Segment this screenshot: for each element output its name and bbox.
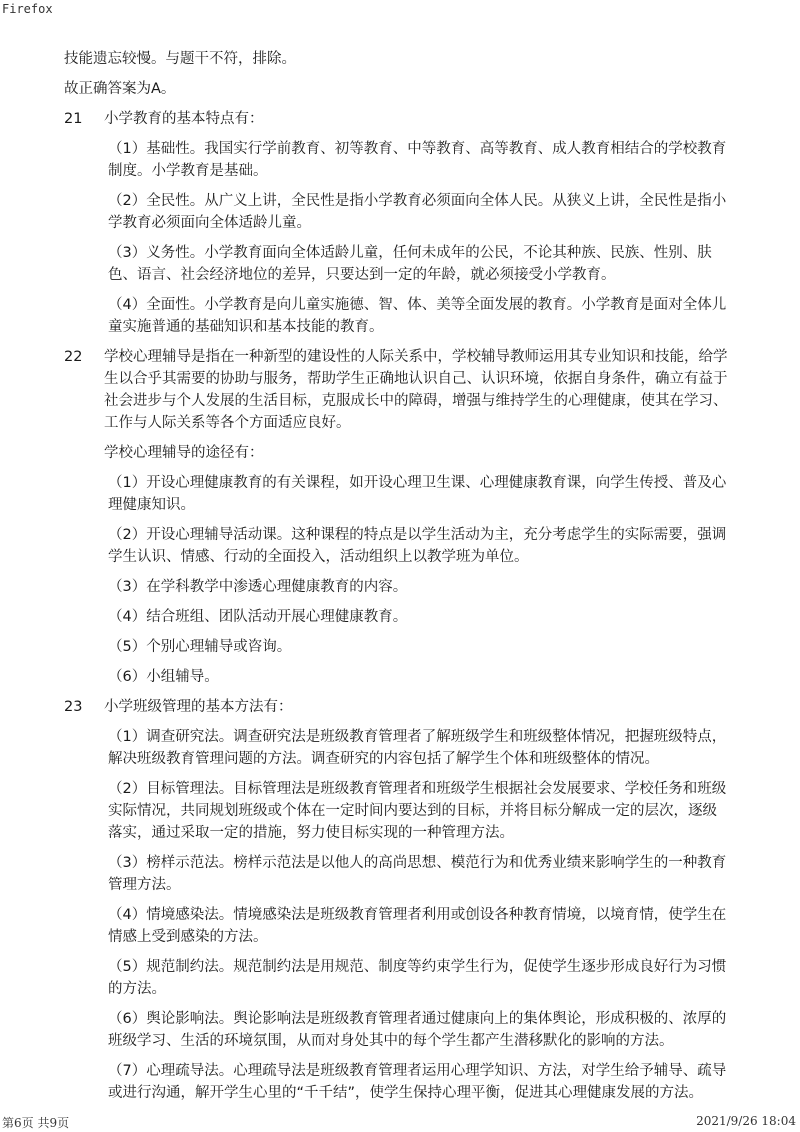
question-number: 21	[64, 111, 83, 127]
q22-item-3: （3）在学科教学中渗透心理健康教育的内容。	[108, 579, 408, 595]
q21-item-1: （1）基础性。我国实行学前教育、初等教育、中等教育、高等教育、成人教育相结合的学校教育制度。小学教育是基础。	[108, 141, 727, 179]
page-counter: 第6页 共9页	[2, 1116, 70, 1130]
print-datetime: 2021/9/26 18:04	[696, 1114, 796, 1128]
document-body	[64, 48, 728, 1112]
intro-line-1: 技能遗忘较慢。与题干不符，排除。	[64, 51, 296, 67]
intro-line-2: 故正确答案为A。	[64, 81, 176, 97]
question-number: 22	[64, 349, 83, 365]
q23-item-7: （7）心理疏导法。心理疏导法是班级教育管理者运用心理学知识、方法，对学生给予辅导、疏导或进行沟通，解开学生心里的“千千结”，使学生保持心理平衡，促进其心理健康发展的方法。	[108, 1063, 727, 1101]
question-title: 小学教育的基本特点有：	[104, 111, 264, 127]
browser-title: Firefox	[2, 2, 53, 16]
q22-item-4: （4）结合班组、团队活动开展心理健康教育。	[108, 609, 408, 625]
q22-item-1: （1）开设心理健康教育的有关课程，如开设心理卫生课、心理健康教育课，向学生传授、普及心理健康知识。	[108, 475, 727, 513]
q22-item-5: （5）个别心理辅导或咨询。	[108, 639, 292, 655]
q23-item-1: （1）调查研究法。调查研究法是班级教育管理者了解班级学生和班级整体情况，把握班级特点，解决班级教育管理问题的方法。调查研究的内容包括了解学生个体和班级整体的情况。	[108, 729, 727, 767]
question-21-heading	[64, 108, 728, 130]
q22-item-2: （2）开设心理辅导活动课。这种课程的特点是以学生活动为主，充分考虑学生的实际需要，强调学生认识、情感、行动的全面投入，活动组织上以教学班为单位。	[108, 527, 727, 565]
q21-item-4: （4）全面性。小学教育是向儿童实施德、智、体、美等全面发展的教育。小学教育是面对全体儿童实施普通的基础知识和基本技能的教育。	[108, 297, 727, 335]
q23-item-3: （3）榜样示范法。榜样示范法是以他人的高尚思想、模范行为和优秀业绩来影响学生的一种教育管理方法。	[108, 855, 727, 893]
q23-item-6: （6）舆论影响法。舆论影响法是班级教育管理者通过健康向上的集体舆论，形成积极的、浓厚的班级学习、生活的环境氛围，从而对身处其中的每个学生都产生潜移默化的影响的方法。	[108, 1011, 727, 1049]
q23-item-5: （5）规范制约法。规范制约法是用规范、制度等约束学生行为，促使学生逐步形成良好行为习惯的方法。	[108, 959, 727, 997]
q22-subtitle: 学校心理辅导的途径有：	[104, 445, 264, 461]
q21-item-2: （2）全民性。从广义上讲，全民性是指小学教育必须面向全体人民。从狭义上讲，全民性是指小学教育必须面向全体适龄儿童。	[108, 193, 727, 231]
q23-item-4: （4）情境感染法。情境感染法是班级教育管理者利用或创设各种教育情境，以境育情，使学生在情感上受到感染的方法。	[108, 907, 727, 945]
q23-item-2: （2）目标管理法。目标管理法是班级教育管理者和班级学生根据社会发展要求、学校任务和班级实际情况，共同规划班级或个体在一定时间内要达到的目标，并将目标分解成一定的层次，逐级落实，通过采取一定的措施，努力使目标实现的一种管理方法。	[108, 781, 727, 841]
question-22-heading	[64, 346, 728, 434]
question-title: 小学班级管理的基本方法有：	[104, 699, 293, 715]
q22-item-6: （6）小组辅导。	[108, 669, 219, 685]
question-text: 学校心理辅导是指在一种新型的建设性的人际关系中，学校辅导教师运用其专业知识和技能，给学生以合乎其需要的协助与服务，帮助学生正确地认识自己、认识环境，依据自身条件，确立有益于社会进步与个人发展的生活目标，克服成长中的障碍，增强与维持学生的心理健康，使其在学习、工作与人际关系等各个方面适应良好。	[104, 349, 728, 431]
q21-item-3: （3）义务性。小学教育面向全体适龄儿童，任何未成年的公民，不论其种族、民族、性别、肤色、语言、社会经济地位的差异，只要达到一定的年龄，就必须接受小学教育。	[108, 245, 712, 283]
question-23-heading	[64, 696, 728, 718]
question-number: 23	[64, 699, 83, 715]
